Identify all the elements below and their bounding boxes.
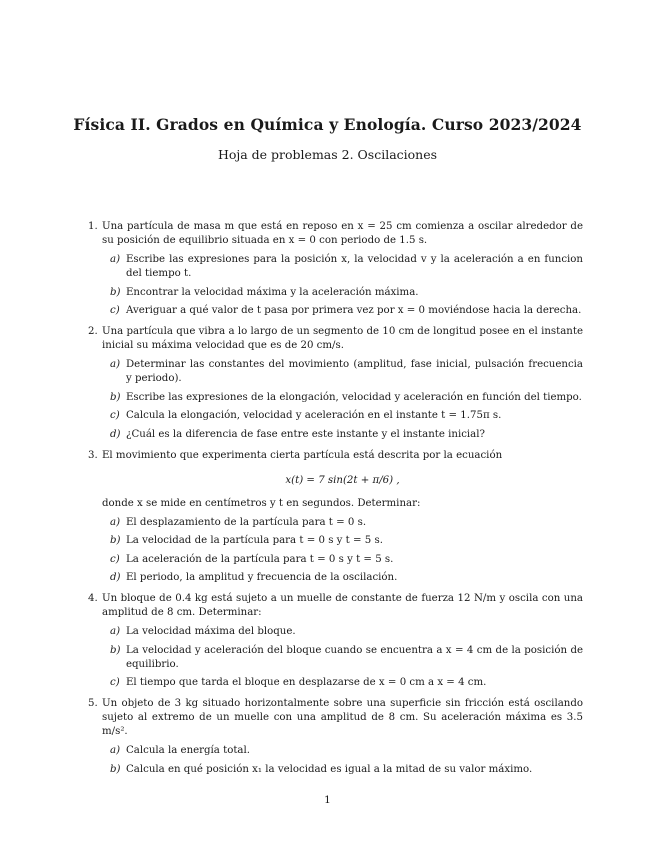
item-text: Escribe las expresiones para la posición x, la velocidad v y la aceleración a en funcion del tiempo t. xyxy=(126,254,583,279)
item-label: a) xyxy=(110,359,121,370)
problem-statement: Una partícula de masa m que está en reposo en x = 25 cm comienza a oscilar alrededor de su posición de equilibrio situada en x = 0 con periodo de 1.5 s. xyxy=(102,221,583,246)
item-text: ¿Cuál es la diferencia de fase entre este instante y el instante inicial? xyxy=(126,428,485,440)
item-label: d) xyxy=(110,428,121,440)
problem-item xyxy=(102,253,583,281)
problem-list xyxy=(88,220,583,784)
page-title: Física II. Grados en Química y Enología. Curso 2023/2024 xyxy=(73,115,582,134)
problem-item xyxy=(102,516,583,530)
item-label: c) xyxy=(110,553,120,565)
item-label: a) xyxy=(110,745,121,756)
item-label: a) xyxy=(110,516,121,528)
problem-item xyxy=(102,304,583,318)
page-subtitle: Hoja de problemas 2. Oscilaciones xyxy=(217,147,438,162)
problem-number: 2. xyxy=(88,326,98,337)
problem-item xyxy=(102,571,583,585)
problem-items xyxy=(102,253,583,318)
problem-continuation: donde x se mide en centímetros y t en segundos. Determinar: xyxy=(102,497,421,509)
item-text: La velocidad máxima del bloque. xyxy=(126,626,296,637)
item-text: Encontrar la velocidad máxima y la aceleración máxima. xyxy=(126,286,419,298)
problem-items xyxy=(102,744,583,777)
page-number: 1 xyxy=(324,794,331,806)
item-label: b) xyxy=(110,644,121,656)
item-text: El tiempo que tarda el bloque en desplazarse de x = 0 cm a x = 4 cm. xyxy=(126,677,487,688)
problem-items xyxy=(102,625,583,690)
item-text: La velocidad de la partícula para t = 0 s y t = 5 s. xyxy=(126,535,383,546)
problem-1 xyxy=(88,220,583,318)
problem-statement: Una partícula que vibra a lo largo de un segmento de 10 cm de longitud posee en el instante inicial su máxima velocidad que es de 20 cm/s. xyxy=(102,326,583,351)
problem-item xyxy=(102,625,583,639)
problem-item xyxy=(102,534,583,548)
problem-item xyxy=(102,286,583,300)
item-label: c) xyxy=(110,410,120,421)
problem-item xyxy=(102,763,583,777)
problem-item xyxy=(102,428,583,442)
item-label: d) xyxy=(110,572,121,583)
item-text: La aceleración de la partícula para t = 0 s y t = 5 s. xyxy=(126,553,394,565)
problem-2 xyxy=(88,325,583,442)
item-text: Calcula en qué posición x₁ la velocidad es igual a la mitad de su valor máximo. xyxy=(126,763,533,775)
item-text: La velocidad y aceleración del bloque cuando se encuentra a x = 4 cm de la posición de equilibrio. xyxy=(126,644,583,670)
item-text: Determinar las constantes del movimiento (amplitud, fase inicial, pulsación frecuencia y periodo). xyxy=(126,359,583,384)
problem-4 xyxy=(88,592,583,690)
problem-item xyxy=(102,409,583,423)
item-label: a) xyxy=(110,254,121,265)
item-text: El desplazamiento de la partícula para t = 0 s. xyxy=(126,516,367,528)
problem-item xyxy=(102,676,583,690)
item-label: b) xyxy=(110,763,121,775)
item-label: a) xyxy=(110,626,121,637)
item-text: Escribe las expresiones de la elongación, velocidad y aceleración en función del tiempo. xyxy=(126,391,582,403)
problem-number: 4. xyxy=(88,593,98,604)
problem-item xyxy=(102,391,583,405)
item-text: Calcula la elongación, velocidad y aceleración en el instante t = 1.75π s. xyxy=(126,410,502,421)
problem-items xyxy=(102,358,583,442)
item-text: El periodo, la amplitud y frecuencia de la oscilación. xyxy=(126,572,398,583)
equation: x(t) = 7 sin(2t + π/6) , xyxy=(285,474,400,486)
problem-number: 1. xyxy=(88,221,98,232)
item-label: b) xyxy=(110,535,121,546)
problem-statement: El movimiento que experimenta cierta partícula está descrita por la ecuación xyxy=(102,449,503,461)
problem-statement: Un objeto de 3 kg situado horizontalmente sobre una superficie sin fricción está oscilando sujeto al extremo de un muelle con una amplitud de 8 cm. Su aceleración máxima es 3.5 m/s². xyxy=(102,698,583,737)
problem-5 xyxy=(88,697,583,777)
problem-statement: Un bloque de 0.4 kg está sujeto a un muelle de constante de fuerza 12 N/m y oscila con una amplitud de 8 cm. Determinar: xyxy=(102,593,583,618)
problem-item xyxy=(102,553,583,567)
problem-number: 5. xyxy=(88,698,98,709)
problem-number: 3. xyxy=(88,449,98,461)
problem-item xyxy=(102,644,583,672)
problem-3 xyxy=(88,449,583,586)
item-label: b) xyxy=(110,391,121,403)
item-label: c) xyxy=(110,305,120,316)
item-text: Averiguar a qué valor de t pasa por primera vez por x = 0 moviéndose hacia la derecha. xyxy=(126,305,582,316)
item-label: b) xyxy=(110,286,121,298)
item-label: c) xyxy=(110,677,120,688)
problem-item xyxy=(102,744,583,758)
problem-item xyxy=(102,358,583,386)
item-text: Calcula la energía total. xyxy=(126,745,251,756)
problem-items xyxy=(102,516,583,586)
